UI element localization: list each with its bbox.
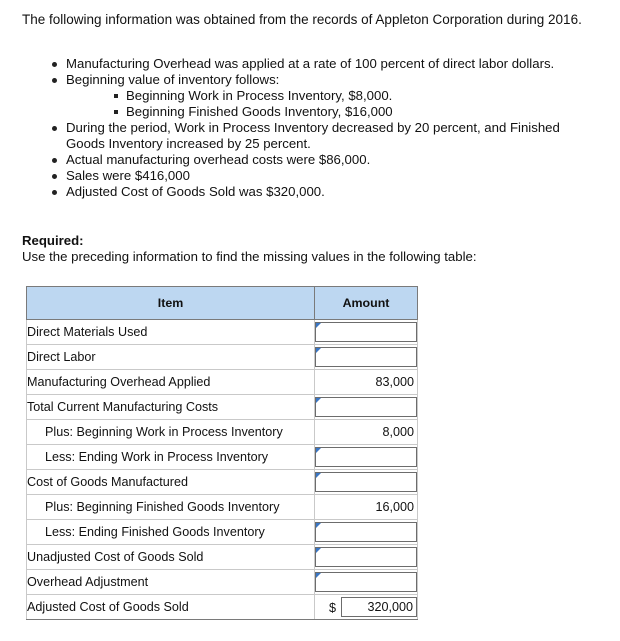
table-body — [27, 320, 418, 620]
row-amount-cell — [315, 595, 418, 620]
row-amount-cell — [315, 345, 418, 370]
row-amount-cell — [315, 520, 418, 545]
row-amount-cell — [315, 370, 418, 395]
table-row — [27, 545, 418, 570]
amount-value: 83,000 — [375, 375, 414, 389]
column-header-amount: Amount — [315, 287, 418, 320]
table-row — [27, 420, 418, 445]
column-header-item: Item — [27, 287, 315, 320]
row-item-label: Plus: Beginning Finished Goods Inventory — [27, 495, 315, 520]
amount-value: 16,000 — [375, 500, 414, 514]
list-item: Actual manufacturing overhead costs were $86,000. — [0, 152, 600, 168]
amount-input[interactable] — [315, 397, 417, 417]
row-item-label: Less: Ending Finished Goods Inventory — [27, 520, 315, 545]
row-item-label: Overhead Adjustment — [27, 570, 315, 595]
row-item-label: Direct Labor — [27, 345, 315, 370]
amount-input[interactable] — [315, 347, 417, 367]
row-item-label: Cost of Goods Manufactured — [27, 470, 315, 495]
table-row — [27, 345, 418, 370]
info-list — [0, 56, 600, 200]
row-amount-cell — [315, 495, 418, 520]
table-row — [27, 520, 418, 545]
amount-input[interactable] — [315, 447, 417, 467]
table-row — [27, 495, 418, 520]
row-amount-cell — [315, 445, 418, 470]
row-amount-cell — [315, 570, 418, 595]
row-item-label: Direct Materials Used — [27, 320, 315, 345]
list-item: Manufacturing Overhead was applied at a rate of 100 percent of direct labor dollars. — [0, 56, 600, 72]
table-row — [27, 470, 418, 495]
list-item: Beginning value of inventory follows: Beginning Work in Process Inventory, $8,000. Beginning Finished Goods Inventory, $16,000 — [0, 72, 600, 120]
intro-text: The following information was obtained from the records of Appleton Corporation during 2016. — [22, 12, 582, 27]
list-item: Adjusted Cost of Goods Sold was $320,000. — [0, 184, 600, 200]
amount-value: 8,000 — [382, 425, 414, 439]
required-instructions: Use the preceding information to find the missing values in the following table: — [22, 249, 477, 264]
row-amount-cell — [315, 420, 418, 445]
row-amount-cell — [315, 320, 418, 345]
row-item-label: Total Current Manufacturing Costs — [27, 395, 315, 420]
row-item-label: Adjusted Cost of Goods Sold — [27, 595, 315, 620]
sub-list — [66, 88, 600, 120]
table-row — [27, 395, 418, 420]
required-heading: Required: — [22, 233, 84, 248]
row-item-label: Unadjusted Cost of Goods Sold — [27, 545, 315, 570]
row-amount-cell — [315, 545, 418, 570]
row-amount-cell — [315, 470, 418, 495]
amount-input[interactable]: 320,000 — [341, 597, 417, 617]
sub-list-item: Beginning Work in Process Inventory, $8,000. — [66, 88, 600, 104]
amount-input[interactable] — [315, 547, 417, 567]
table-row — [27, 570, 418, 595]
row-item-label: Plus: Beginning Work in Process Inventory — [27, 420, 315, 445]
list-item: During the period, Work in Process Inventory decreased by 20 percent, and Finished Goods Inventory increased by 25 percent. — [0, 120, 600, 152]
cost-table — [26, 286, 418, 620]
amount-input[interactable] — [315, 572, 417, 592]
table-row — [27, 445, 418, 470]
table-row — [27, 370, 418, 395]
row-item-label: Manufacturing Overhead Applied — [27, 370, 315, 395]
amount-input[interactable] — [315, 472, 417, 492]
list-item: Sales were $416,000 — [0, 168, 600, 184]
sub-list-item: Beginning Finished Goods Inventory, $16,000 — [66, 104, 600, 120]
table-row — [27, 320, 418, 345]
amount-input[interactable] — [315, 522, 417, 542]
row-item-label: Less: Ending Work in Process Inventory — [27, 445, 315, 470]
table-row — [27, 595, 418, 620]
amount-input[interactable] — [315, 322, 417, 342]
currency-symbol: $ — [329, 601, 337, 615]
row-amount-cell — [315, 395, 418, 420]
